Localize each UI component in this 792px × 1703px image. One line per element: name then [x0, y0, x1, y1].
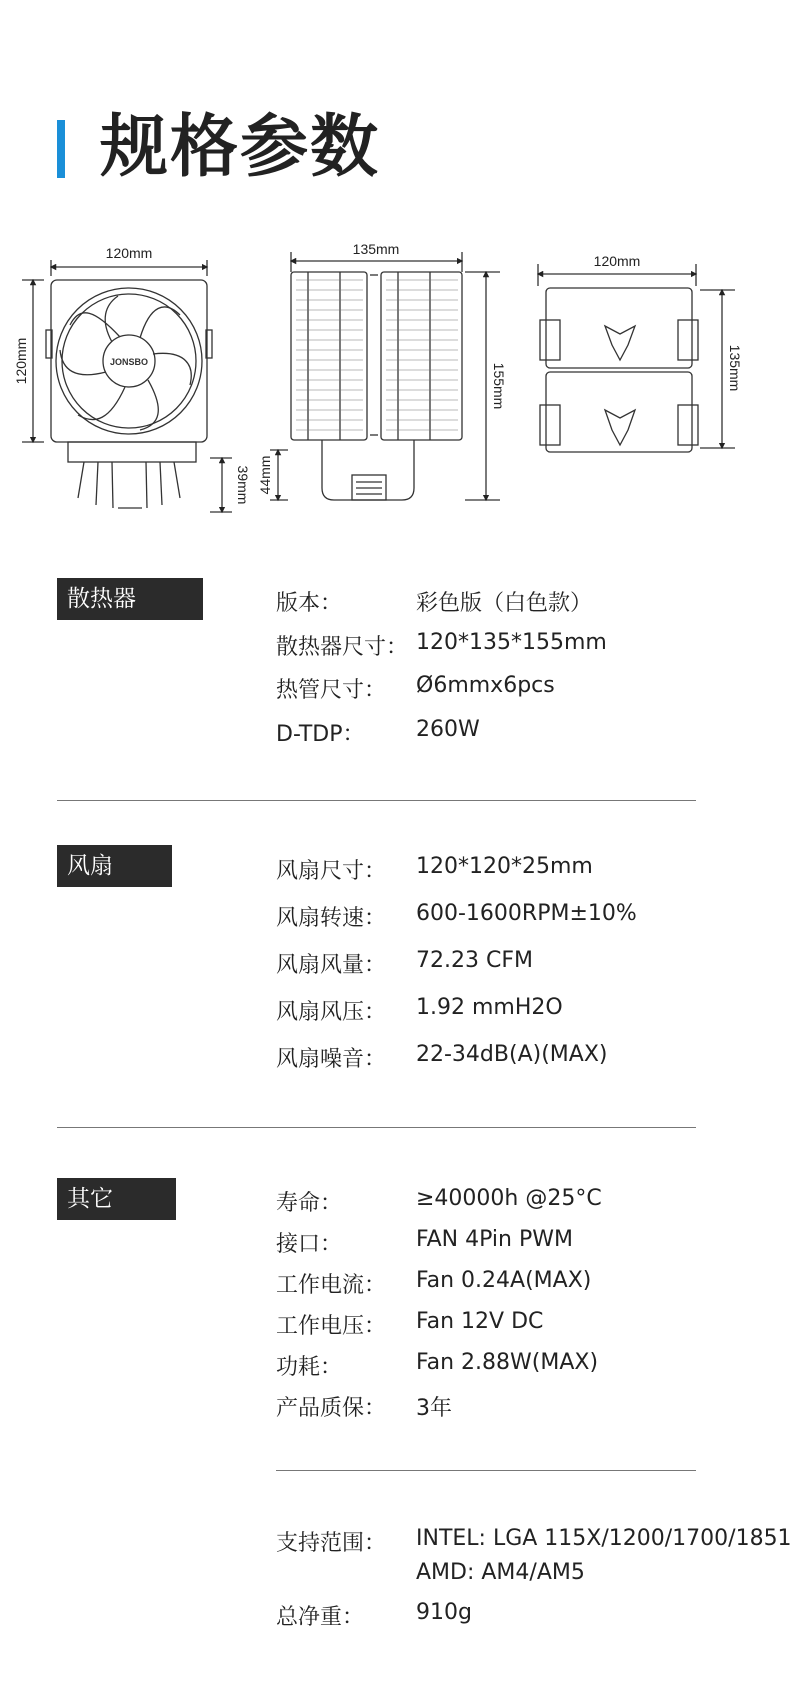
dim-side-base: 44mm: [257, 455, 273, 495]
spec-key: 工作电流：: [276, 1273, 387, 1298]
dimension-diagram: [0, 241, 750, 520]
spec-key: 散热器尺寸：: [276, 635, 409, 660]
spec-key: 风扇尺寸：: [276, 859, 387, 884]
spec-key: 功耗：: [276, 1355, 343, 1380]
dim-top-height: 135mm: [727, 344, 743, 392]
section-divider: [57, 800, 696, 801]
dim-side-height: 155mm: [491, 362, 507, 410]
section-divider: [57, 1127, 696, 1128]
dim-top-width: 120mm: [593, 253, 641, 269]
spec-key: D-TDP：: [276, 722, 365, 747]
spec-value: 260W: [416, 717, 480, 742]
weight-label: 总净重：: [276, 1605, 365, 1630]
spec-value: 彩色版（白色款）: [416, 591, 593, 616]
dim-front-width: 120mm: [105, 245, 153, 261]
fan-logo-text: JONSBO: [109, 357, 149, 367]
dim-side-width: 135mm: [352, 241, 400, 257]
spec-value: 3年: [416, 1396, 452, 1421]
spec-key: 风扇风量：: [276, 953, 387, 978]
section-label-other: 其它>>>: [57, 1178, 176, 1220]
spec-value: ≥40000h @25°C: [416, 1186, 602, 1211]
spec-key: 版本：: [276, 591, 343, 616]
spec-key: 产品质保：: [276, 1396, 387, 1421]
spec-key: 风扇转速：: [276, 906, 387, 931]
title-accent-bar: [57, 120, 65, 178]
dim-front-base: 39mm: [235, 465, 251, 505]
spec-key: 接口：: [276, 1232, 343, 1257]
section-label-fan: 风扇>>>: [57, 845, 172, 887]
spec-value: 22-34dB(A)(MAX): [416, 1042, 608, 1067]
front-view: [22, 260, 232, 512]
spec-value: Ø6mmx6pcs: [416, 673, 555, 698]
support-label: 支持范围：: [276, 1531, 387, 1556]
page-title: 规格参数: [100, 108, 381, 187]
spec-value: 120*120*25mm: [416, 854, 593, 879]
spec-value: Fan 2.88W(MAX): [416, 1350, 599, 1375]
section-label-heatsink: 散热器>>>: [57, 578, 203, 620]
side-view: [270, 252, 500, 500]
support-amd: AMD: AM4/AM5: [416, 1560, 585, 1585]
spec-key: 热管尺寸：: [276, 678, 387, 703]
sub-divider: [276, 1470, 696, 1471]
spec-value: Fan 0.24A(MAX): [416, 1268, 592, 1293]
dim-front-height: 120mm: [13, 337, 29, 385]
spec-key: 风扇风压：: [276, 1000, 387, 1025]
spec-value: FAN 4Pin PWM: [416, 1227, 573, 1252]
side-fins: [296, 280, 458, 430]
spec-value: 72.23 CFM: [416, 948, 533, 973]
weight-value: 910g: [416, 1600, 472, 1625]
spec-key: 风扇噪音：: [276, 1047, 387, 1072]
spec-key: 寿命：: [276, 1191, 343, 1216]
top-view: [538, 264, 735, 452]
spec-value: 600-1600RPM±10%: [416, 901, 637, 926]
support-intel: INTEL: LGA 115X/1200/1700/1851: [416, 1526, 792, 1551]
spec-value: 120*135*155mm: [416, 630, 607, 655]
spec-value: Fan 12V DC: [416, 1309, 544, 1334]
spec-key: 工作电压：: [276, 1314, 387, 1339]
spec-value: 1.92 mmH2O: [416, 995, 563, 1020]
